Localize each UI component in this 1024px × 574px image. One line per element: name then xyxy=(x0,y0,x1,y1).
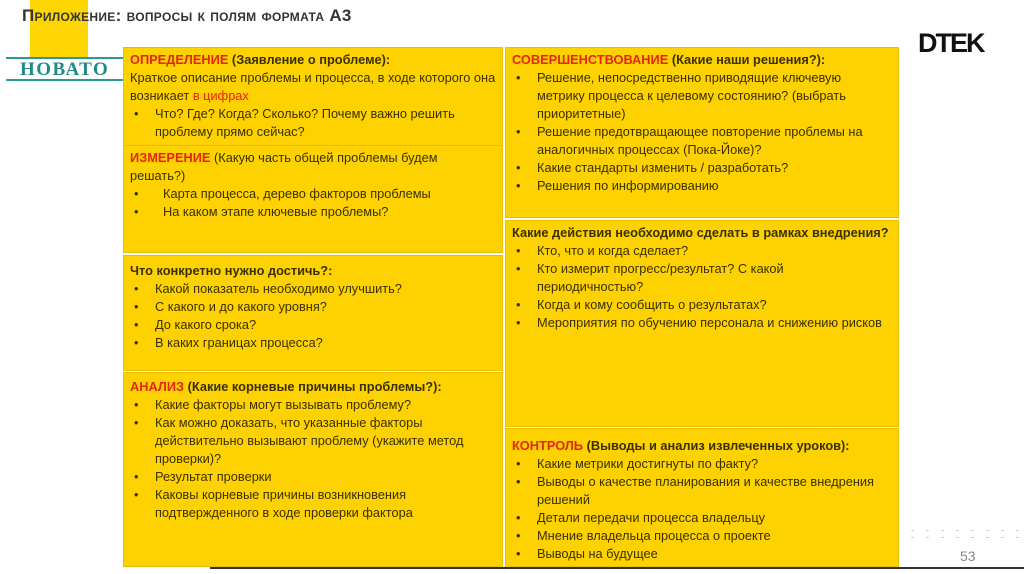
list-item: • Выводы на будущее xyxy=(512,545,892,563)
description: Краткое описание проблемы и процесса, в ходе которого она возникает xyxy=(130,70,496,103)
list-item: • До какого срока? xyxy=(130,316,496,334)
heading: Что конкретно нужно достичь?: xyxy=(130,263,333,278)
heading: АНАЛИЗ xyxy=(130,379,185,394)
list-item: • Что? Где? Когда? Сколько? Почему важно решить проблему прямо сейчас? xyxy=(130,105,496,141)
decorative-dots xyxy=(905,527,1020,541)
list-item: • Какой показатель необходимо улучшить? xyxy=(130,280,496,298)
heading: КОНТРОЛЬ xyxy=(512,438,584,453)
list-item: • Решение предотвращающее повторение проблемы на аналогичных процессах (Пока-Йоке)? xyxy=(512,123,892,159)
heading: ОПРЕДЕЛЕНИЕ xyxy=(130,52,229,67)
subheading: (Заявление о проблеме): xyxy=(228,52,391,67)
box-analysis xyxy=(123,372,503,567)
list-item: • Решения по информированию xyxy=(512,177,892,195)
list-item: • На каком этапе ключевые проблемы? xyxy=(130,203,496,221)
watermark-logo: НОВАТО xyxy=(6,57,136,81)
box-definition xyxy=(123,47,503,146)
slide-title: Приложение: вопросы к полям формата А3 xyxy=(22,6,352,25)
list-item: • Когда и кому сообщить о результатах? xyxy=(512,296,892,314)
subheading: (Какую часть общей проблемы будем решать?) xyxy=(130,150,438,183)
highlight: в цифрах xyxy=(192,88,249,103)
box-control xyxy=(505,428,899,567)
list-item: • В каких границах процесса? xyxy=(130,334,496,352)
list-item: • Каковы корневые причины возникновения подтвержденного в ходе проверки фактора xyxy=(130,486,496,522)
footer-divider xyxy=(210,567,1024,569)
box-goal xyxy=(123,255,503,371)
list-item: • Мнение владельца процесса о проекте xyxy=(512,527,892,545)
heading: Какие действия необходимо сделать в рамках внедрения? xyxy=(512,225,889,240)
list-item: • Карта процесса, дерево факторов проблемы xyxy=(130,185,496,203)
list-item: • Выводы о качестве планирования и качестве внедрения решений xyxy=(512,473,892,509)
list-item: • Кто измерит прогресс/результат? С какой периодичностью? xyxy=(512,260,892,296)
list-item: • Как можно доказать, что указанные факторы действительно вызывают проблему (укажите метод проверки)? xyxy=(130,414,496,468)
heading: ИЗМЕРЕНИЕ xyxy=(130,150,211,165)
list-item: • Мероприятия по обучению персонала и снижению рисков xyxy=(512,314,892,332)
list-item: • Какие стандарты изменить / разработать? xyxy=(512,159,892,177)
list-item: • Детали передачи процесса владельцу xyxy=(512,509,892,527)
heading: СОВЕРШЕНСТВОВАНИЕ xyxy=(512,52,669,67)
dtek-logo: DTEK xyxy=(918,28,984,58)
page-number: 53 xyxy=(960,548,976,564)
list-item: • Какие метрики достигнуты по факту? xyxy=(512,455,892,473)
list-item: • Решение, непосредственно приводящие ключевую метрику процесса к целевому состоянию? (выбрать приоритетные) xyxy=(512,69,892,123)
list-item: • Результат проверки xyxy=(130,468,496,486)
subheading: (Какие корневые причины проблемы?): xyxy=(184,379,442,394)
subheading: (Выводы и анализ извлеченных уроков): xyxy=(583,438,850,453)
list-item: • Какие факторы могут вызывать проблему? xyxy=(130,396,496,414)
list-item: • С какого и до какого уровня? xyxy=(130,298,496,316)
list-item: • Кто, что и когда сделает? xyxy=(512,242,892,260)
box-actions xyxy=(505,220,899,427)
subheading: (Какие наши решения?): xyxy=(668,52,826,67)
box-improve xyxy=(505,47,899,218)
box-measure xyxy=(123,145,503,253)
